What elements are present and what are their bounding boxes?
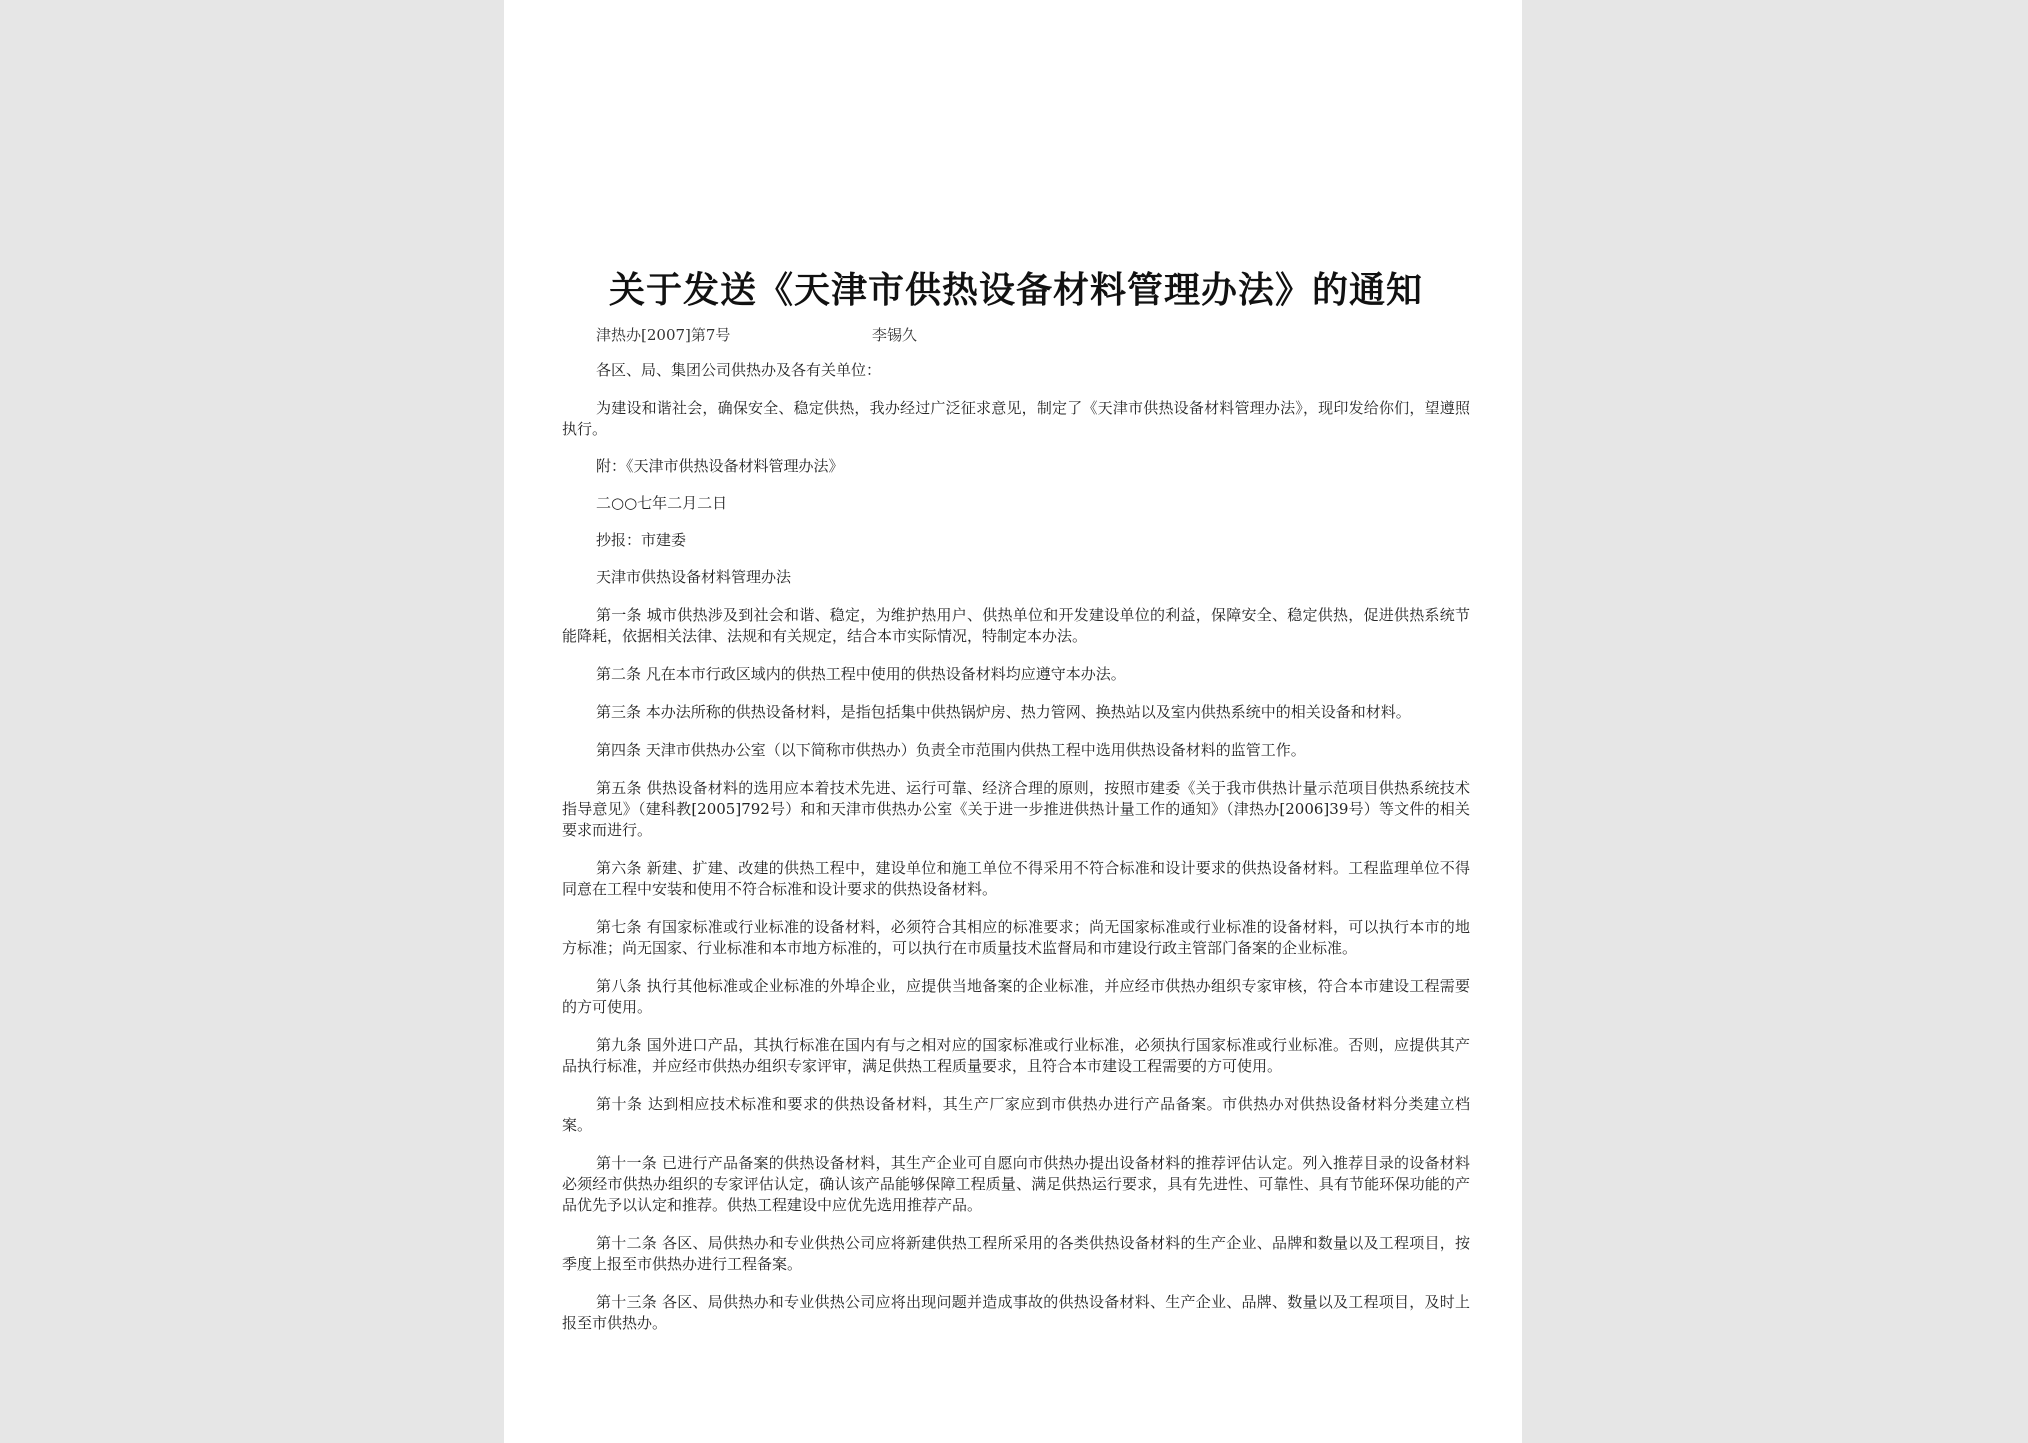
greeting-paragraph: 各区、局、集团公司供热办及各有关单位： — [596, 361, 882, 379]
signer-name: 李锡久 — [872, 326, 918, 344]
article-paragraph: 第十一条 已进行产品备案的供热设备材料，其生产企业可自愿向市供热办提出设备材料的推荐评估认定。列入推荐目录的设备材料必须经市供热办组织的专家评估认定，确认该产品能够保障工程质量、满足供热运行要求，具有先进性、可靠性、具有节能环保功能的产品优先予以认定和推荐。供热工程建设中应优先选用推荐产品。 — [562, 1154, 1470, 1214]
cc-line: 抄报：市建委 — [596, 531, 687, 549]
article-paragraph: 第九条 国外进口产品，其执行标准在国内有与之相对应的国家标准或行业标准，必须执行国家标准或行业标准。否则，应提供其产品执行标准，并应经市供热办组织专家评审，满足供热工程质量要求，且符合本市建设工程需要的方可使用。 — [562, 1036, 1470, 1075]
document-body — [562, 360, 1470, 1334]
article-paragraph: 第十三条 各区、局供热办和专业供热公司应将出现问题并造成事故的供热设备材料、生产企业、品牌、数量以及工程项目，及时上报至市供热办。 — [562, 1293, 1470, 1332]
document-page — [504, 0, 1522, 1443]
regulation-title: 天津市供热设备材料管理办法 — [596, 568, 792, 586]
attachment-line: 附：《天津市供热设备材料管理办法》 — [596, 457, 844, 475]
article-paragraph: 第四条 天津市供热办公室（以下简称市供热办）负责全市范围内供热工程中选用供热设备材料的监管工作。 — [596, 741, 1306, 759]
article-paragraph: 第十二条 各区、局供热办和专业供热公司应将新建供热工程所采用的各类供热设备材料的生产企业、品牌和数量以及工程项目，按季度上报至市供热办进行工程备案。 — [562, 1234, 1470, 1273]
intro-paragraph: 为建设和谐社会，确保安全、稳定供热，我办经过广泛征求意见，制定了《天津市供热设备材料管理办法》，现印发给你们，望遵照执行。 — [562, 399, 1470, 438]
article-paragraph: 第七条 有国家标准或行业标准的设备材料，必须符合其相应的标准要求；尚无国家标准或行业标准的设备材料，可以执行本市的地方标准；尚无国家、行业标准和本市地方标准的，可以执行在市质量技术监督局和市建设行政主管部门备案的企业标准。 — [562, 918, 1470, 957]
article-paragraph: 第十条 达到相应技术标准和要求的供热设备材料，其生产厂家应到市供热办进行产品备案。市供热办对供热设备材料分类建立档案。 — [562, 1095, 1470, 1134]
document-title: 关于发送《天津市供热设备材料管理办法》的通知 — [608, 269, 1423, 311]
issue-date: 二○○七年二月二日 — [596, 494, 728, 512]
article-paragraph: 第五条 供热设备材料的选用应本着技术先进、运行可靠、经济合理的原则，按照市建委《关于我市供热计量示范项目供热系统技术指导意见》（建科教[2005]792号）和和天津市供热办公室《关于进一步推进供热计量工作的通知》（津热办[2006]39号）等文件的相关要求而进行。 — [562, 779, 1470, 839]
article-paragraph: 第一条 城市供热涉及到社会和谐、稳定，为维护热用户、供热单位和开发建设单位的利益，保障安全、稳定供热，促进供热系统节能降耗，依据相关法律、法规和有关规定，结合本市实际情况，特制定本办法。 — [562, 606, 1470, 645]
article-paragraph: 第六条 新建、扩建、改建的供热工程中，建设单位和施工单位不得采用不符合标准和设计要求的供热设备材料。工程监理单位不得同意在工程中安装和使用不符合标准和设计要求的供热设备材料。 — [562, 859, 1470, 898]
article-paragraph: 第三条 本办法所称的供热设备材料，是指包括集中供热锅炉房、热力管网、换热站以及室内供热系统中的相关设备和材料。 — [596, 703, 1411, 721]
reference-line — [596, 324, 1470, 345]
reference-number: 津热办[2007]第7号 — [596, 326, 731, 344]
article-paragraph: 第二条 凡在本市行政区域内的供热工程中使用的供热设备材料均应遵守本办法。 — [596, 665, 1126, 683]
article-paragraph: 第八条 执行其他标准或企业标准的外埠企业，应提供当地备案的企业标准，并应经市供热办组织专家审核，符合本市建设工程需要的方可使用。 — [562, 977, 1470, 1016]
